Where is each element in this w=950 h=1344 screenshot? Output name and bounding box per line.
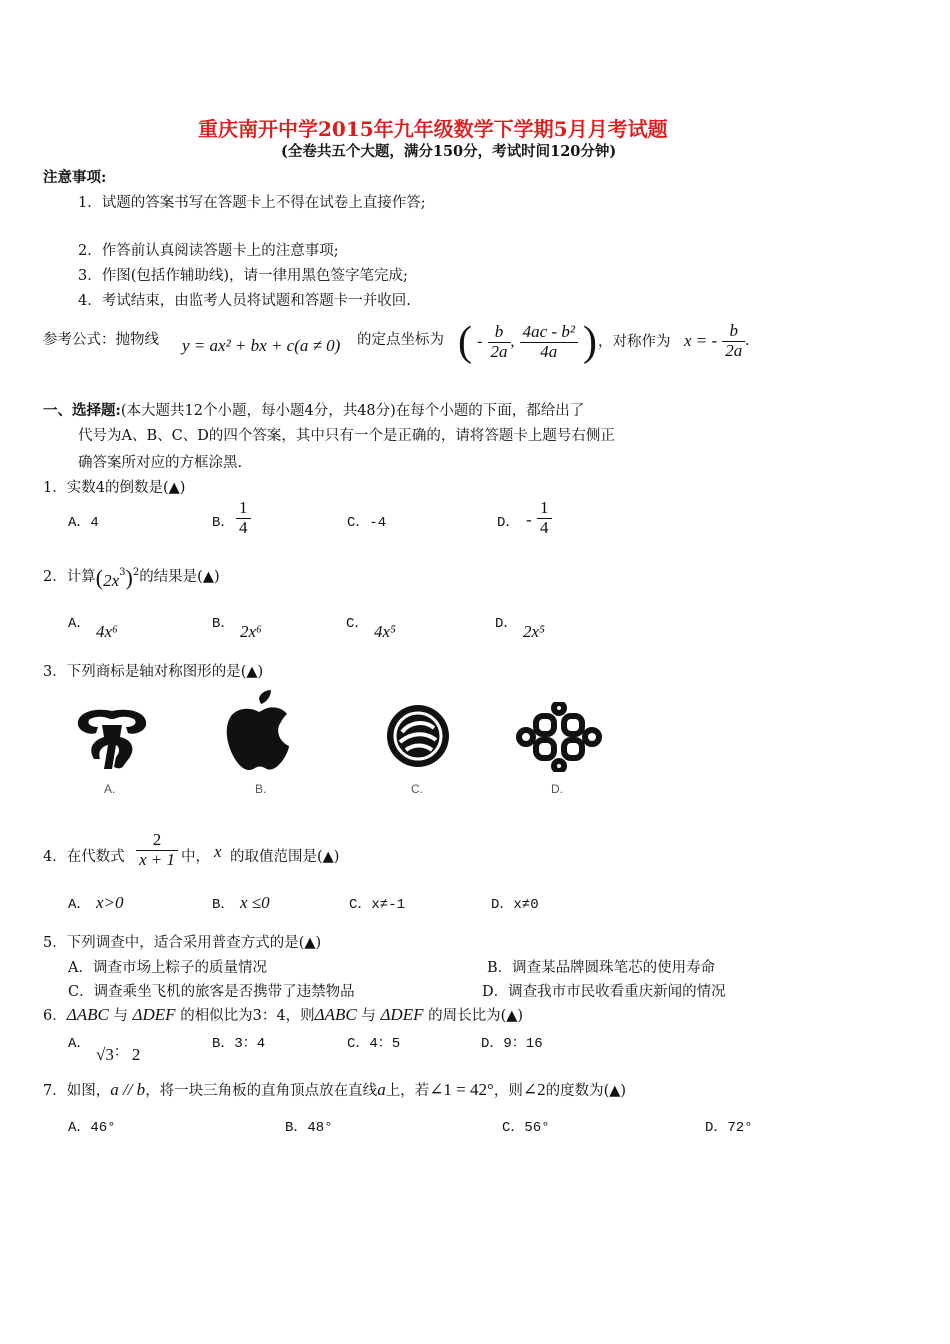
q7-stem-post: 的度数为(▲) bbox=[545, 1083, 627, 1099]
note-item-3: 3．作图(包括作辅助线)，请一律用黑色签字笔完成; bbox=[78, 268, 408, 284]
q1-b-num: 1 bbox=[236, 499, 251, 519]
q5-option-a: A．调查市场上粽子的质量情况 bbox=[68, 960, 267, 976]
formula-mid-text: 的定点坐标为 bbox=[357, 332, 444, 348]
q1-d-num: 1 bbox=[537, 499, 552, 519]
q6-with: 与 bbox=[113, 1008, 128, 1024]
notes-heading: 注意事项: bbox=[43, 169, 107, 186]
q6-colon: ： bbox=[113, 1045, 128, 1060]
q2-option-d-value: 2x⁵ bbox=[523, 622, 545, 641]
q5-option-c: C．调查乘坐飞机的旅客是否携带了违禁物品 bbox=[68, 984, 355, 1000]
q4-stem-mid: 中， bbox=[181, 849, 210, 865]
q1-stem: 1．实数4的倒数是(▲) bbox=[43, 480, 186, 496]
formula-equation: y = ax² + bx + c(a ≠ 0) bbox=[182, 336, 341, 355]
q6-option-d: D．9：16 bbox=[481, 1036, 543, 1052]
vertex-x-num: b bbox=[488, 323, 511, 343]
vertex-coordinates bbox=[458, 318, 597, 374]
note-item-2: 2．作答前认真阅读答题卡上的注意事项; bbox=[78, 243, 339, 259]
q6-option-a-label: A． bbox=[68, 1036, 91, 1052]
q4-stem-post: 的取值范围是(▲) bbox=[230, 849, 340, 865]
q6-tri1: ΔABC bbox=[66, 1005, 109, 1024]
note-item-4: 4．考试结束，由监考人员将试题和答题卡一并收回. bbox=[78, 293, 411, 309]
period: . bbox=[745, 332, 750, 350]
q1-option-b-label: B． bbox=[212, 515, 235, 531]
q5-option-d: D．调查我市市民收看重庆新闻的情况 bbox=[482, 984, 726, 1000]
vertex-x-den: 2a bbox=[490, 341, 508, 361]
q7-stem-mid: ，将一块三角板的直角顶点放在直线 bbox=[145, 1083, 378, 1099]
q1-option-c: C．-4 bbox=[347, 515, 387, 531]
q2-paren-l: ( bbox=[95, 565, 104, 590]
q6-sqrt3: √3 bbox=[96, 1045, 114, 1064]
q5-option-b: B．调查某品牌圆珠笔芯的使用寿命 bbox=[487, 960, 716, 976]
vertex-x-frac bbox=[488, 323, 511, 361]
q1-option-d-frac bbox=[537, 499, 552, 537]
q4-option-d: D．x≠0 bbox=[491, 897, 539, 913]
q2-exp2: 2 bbox=[132, 567, 140, 579]
formula-axis-text: ，对称作为 bbox=[598, 334, 671, 350]
q2-paren-r: ) bbox=[125, 565, 133, 590]
q2-option-a-value: 4x⁶ bbox=[96, 622, 118, 641]
q6-tri2-b: ΔDEF bbox=[380, 1005, 424, 1024]
page-title: 重庆南开中学2015年九年级数学下学期5月月考试题 bbox=[198, 117, 668, 141]
q7-parallel: a // b bbox=[110, 1080, 146, 1099]
q4-option-b-label: B． bbox=[212, 897, 235, 913]
q6-stem-pre: 6． bbox=[43, 1008, 67, 1024]
q1-b-den: 4 bbox=[239, 517, 248, 537]
apple-logo bbox=[225, 690, 293, 774]
mobile-logo bbox=[384, 702, 452, 770]
q4-frac-num: 2 bbox=[136, 831, 178, 851]
q7-option-c: C．56° bbox=[502, 1120, 550, 1136]
q6-stem-post: 的周长比为(▲) bbox=[428, 1008, 524, 1024]
q5-stem: 5．下列调查中，适合采用普查方式的是(▲) bbox=[43, 935, 322, 951]
note-item-1 bbox=[78, 191, 426, 212]
q1-d-neg: - bbox=[526, 510, 532, 529]
q4-option-a-value: x>0 bbox=[96, 893, 124, 912]
minus-sign: - bbox=[477, 333, 483, 350]
q4-frac-den: x + 1 bbox=[139, 849, 176, 869]
section1-line3: 确答案所对应的方框涂黑. bbox=[78, 455, 243, 471]
q4-var: x bbox=[214, 842, 222, 861]
q4-option-c: C．x≠-1 bbox=[349, 897, 406, 913]
left-paren: ( bbox=[458, 319, 472, 365]
note-text: 1．试题的答案书写在答题卡上不得在试卷上直接作答; bbox=[78, 195, 426, 211]
q2-stem-post: 的结果是(▲) bbox=[139, 569, 220, 585]
q7-option-d: D．72° bbox=[705, 1120, 753, 1136]
vertex-y-num: 4ac - b² bbox=[520, 323, 578, 343]
logo-d-label: D. bbox=[551, 782, 563, 796]
vertex-y-frac bbox=[520, 323, 578, 361]
q6-option-b: B．3：4 bbox=[212, 1036, 266, 1052]
axis-num: b bbox=[722, 322, 745, 342]
q6-tri2: ΔDEF bbox=[132, 1005, 176, 1024]
logo-a-label: A. bbox=[104, 782, 116, 796]
q6-stem-mid: 的相似比为3：4，则 bbox=[180, 1008, 315, 1024]
q2-option-c-value: 4x⁵ bbox=[374, 622, 396, 641]
q6-tri1-b: ΔABC bbox=[314, 1005, 357, 1024]
q7-angle2: ∠2 bbox=[522, 1080, 546, 1099]
q6-two: 2 bbox=[131, 1045, 141, 1064]
comma: , bbox=[510, 333, 515, 350]
telecom-logo bbox=[74, 703, 150, 773]
q6-stem bbox=[43, 1004, 523, 1025]
section1-line1 bbox=[43, 399, 584, 420]
q7-stem bbox=[43, 1079, 626, 1100]
page-subtitle: (全卷共五个大题，满分150分，考试时间120分钟) bbox=[281, 143, 617, 160]
q2-stem bbox=[43, 565, 220, 591]
section1-label: 一、选择题: bbox=[43, 402, 121, 419]
axis-frac bbox=[722, 322, 745, 360]
formula-prefix: 参考公式：抛物线 bbox=[43, 332, 159, 348]
q7-stem-mid2: 上，若 bbox=[385, 1083, 430, 1099]
q3-stem: 3．下列商标是轴对称图形的是(▲) bbox=[43, 664, 264, 680]
q2-option-b-label: B． bbox=[212, 616, 235, 632]
q7-stem-mid3: ，则 bbox=[493, 1083, 523, 1099]
q2-expr: 2x bbox=[103, 571, 120, 590]
q1-option-d-label: D． bbox=[497, 515, 520, 531]
q2-stem-pre: 2．计算 bbox=[43, 569, 96, 585]
q2-option-d-label: D． bbox=[495, 616, 518, 632]
q6-option-a-value bbox=[96, 1041, 140, 1065]
q7-line-a: a bbox=[377, 1080, 386, 1099]
axis-formula bbox=[684, 322, 749, 360]
q6-with-b: 与 bbox=[361, 1008, 376, 1024]
q4-stem-pre: 4．在代数式 bbox=[43, 849, 125, 865]
q1-option-b-frac bbox=[236, 499, 251, 537]
axis-lhs: x = - bbox=[684, 331, 718, 351]
section1-text1: (本大题共12个小题，每小题4分，共48分)在每个小题的下面，都给出了 bbox=[120, 403, 585, 419]
q1-d-den: 4 bbox=[540, 517, 549, 537]
q4-option-b-value: x ≤0 bbox=[240, 893, 270, 912]
q2-option-a-label: A． bbox=[68, 616, 91, 632]
q1-option-a: A．4 bbox=[68, 515, 99, 531]
q2-option-b-value: 2x⁶ bbox=[240, 622, 262, 641]
q7-option-b: B．48° bbox=[285, 1120, 333, 1136]
axis-den: 2a bbox=[725, 340, 743, 360]
q7-option-a: A．46° bbox=[68, 1120, 116, 1136]
q6-option-c: C．4：5 bbox=[347, 1036, 401, 1052]
logo-c-label: C. bbox=[411, 782, 423, 796]
q4-fraction bbox=[136, 831, 178, 869]
q7-angle1: ∠1 = 42° bbox=[429, 1080, 494, 1099]
q2-exp3: 3 bbox=[119, 567, 126, 579]
unicom-logo bbox=[516, 702, 602, 772]
section1-line2: 代号为A、B、C、D的四个答案，其中只有一个是正确的，请将答题卡上题号右侧正 bbox=[78, 428, 615, 444]
right-paren: ) bbox=[583, 319, 598, 365]
vertex-y-den: 4a bbox=[540, 341, 558, 361]
q7-stem-pre: 7．如图， bbox=[43, 1083, 111, 1099]
q4-option-a-label: A． bbox=[68, 897, 91, 913]
q2-option-c-label: C． bbox=[346, 616, 369, 632]
logo-b-label: B. bbox=[255, 782, 267, 796]
